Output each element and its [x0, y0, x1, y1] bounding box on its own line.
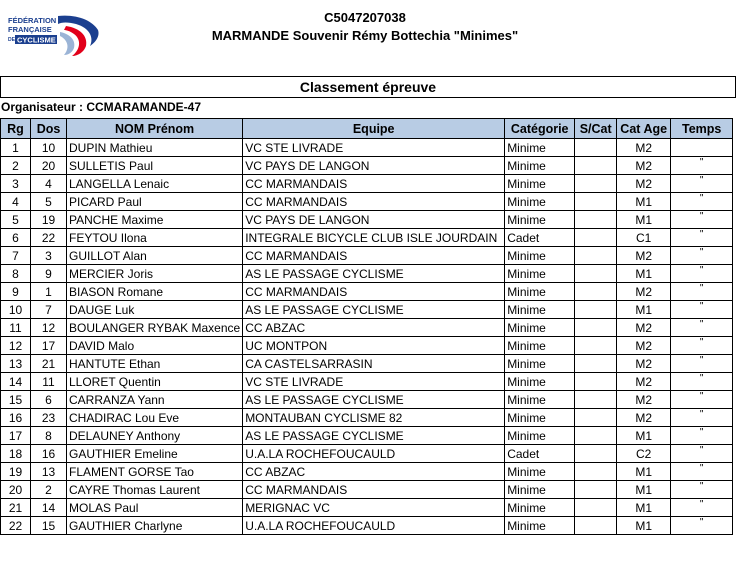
table-row	[1, 319, 733, 337]
age-category-cell: C2	[617, 445, 671, 463]
table-row	[1, 463, 733, 481]
age-category-cell: M1	[617, 517, 671, 535]
age-category-cell: M1	[617, 499, 671, 517]
table-row	[1, 139, 733, 157]
bib-cell: 22	[31, 229, 67, 247]
bib-cell: 20	[31, 157, 67, 175]
category-cell: Minime	[505, 193, 575, 211]
time-cell: "	[671, 409, 733, 427]
bib-cell: 2	[31, 481, 67, 499]
time-cell: "	[671, 211, 733, 229]
subcategory-cell	[575, 517, 617, 535]
team-cell: CC MARMANDAIS	[243, 247, 505, 265]
rank-cell: 11	[1, 319, 31, 337]
logo-text-1: FÉDÉRATION	[8, 16, 57, 25]
subcategory-cell	[575, 499, 617, 517]
rank-cell: 19	[1, 463, 31, 481]
ffc-logo	[6, 12, 106, 58]
team-cell: U.A.LA ROCHEFOUCAULD	[243, 445, 505, 463]
col-category: Catégorie	[505, 119, 575, 139]
time-cell: "	[671, 427, 733, 445]
name-cell: DAUGE Luk	[67, 301, 243, 319]
age-category-cell: M1	[617, 427, 671, 445]
table-row	[1, 229, 733, 247]
category-cell: Minime	[505, 427, 575, 445]
team-cell: CA CASTELSARRASIN	[243, 355, 505, 373]
bib-cell: 17	[31, 337, 67, 355]
age-category-cell: M1	[617, 301, 671, 319]
bib-cell: 23	[31, 409, 67, 427]
name-cell: SULLETIS Paul	[67, 157, 243, 175]
bib-cell: 13	[31, 463, 67, 481]
name-cell: DAVID Malo	[67, 337, 243, 355]
table-row	[1, 175, 733, 193]
time-cell: "	[671, 499, 733, 517]
subcategory-cell	[575, 445, 617, 463]
results-table	[0, 118, 733, 535]
team-cell: AS LE PASSAGE CYCLISME	[243, 301, 505, 319]
category-cell: Minime	[505, 409, 575, 427]
table-row	[1, 283, 733, 301]
name-cell: PICARD Paul	[67, 193, 243, 211]
subcategory-cell	[575, 373, 617, 391]
rank-cell: 8	[1, 265, 31, 283]
name-cell: MERCIER Joris	[67, 265, 243, 283]
name-cell: GUILLOT Alan	[67, 247, 243, 265]
table-row	[1, 481, 733, 499]
rank-cell: 9	[1, 283, 31, 301]
team-cell: CC MARMANDAIS	[243, 481, 505, 499]
team-cell: MONTAUBAN CYCLISME 82	[243, 409, 505, 427]
subcategory-cell	[575, 229, 617, 247]
age-category-cell: M2	[617, 139, 671, 157]
category-cell: Minime	[505, 175, 575, 193]
rank-cell: 2	[1, 157, 31, 175]
time-cell: "	[671, 301, 733, 319]
time-cell: "	[671, 355, 733, 373]
table-header	[1, 119, 733, 139]
rank-cell: 22	[1, 517, 31, 535]
rank-cell: 16	[1, 409, 31, 427]
rank-cell: 1	[1, 139, 31, 157]
category-cell: Minime	[505, 247, 575, 265]
table-row	[1, 391, 733, 409]
table-row	[1, 517, 733, 535]
time-cell: "	[671, 319, 733, 337]
category-cell: Minime	[505, 373, 575, 391]
name-cell: DELAUNEY Anthony	[67, 427, 243, 445]
event-title: MARMANDE Souvenir Rémy Bottechia "Minimes"	[211, 28, 519, 43]
table-row	[1, 247, 733, 265]
name-cell: MOLAS Paul	[67, 499, 243, 517]
age-category-cell: M2	[617, 337, 671, 355]
time-cell: "	[671, 373, 733, 391]
team-cell: VC STE LIVRADE	[243, 373, 505, 391]
name-cell: DUPIN Mathieu	[67, 139, 243, 157]
time-cell	[671, 139, 733, 157]
subcategory-cell	[575, 319, 617, 337]
table-row	[1, 355, 733, 373]
age-category-cell: M2	[617, 391, 671, 409]
team-cell: MERIGNAC VC	[243, 499, 505, 517]
time-cell: "	[671, 517, 733, 535]
time-cell: "	[671, 265, 733, 283]
team-cell: U.A.LA ROCHEFOUCAULD	[243, 517, 505, 535]
table-row	[1, 409, 733, 427]
age-category-cell: M1	[617, 463, 671, 481]
category-cell: Minime	[505, 211, 575, 229]
table-row	[1, 193, 733, 211]
name-cell: BOULANGER RYBAK Maxence	[67, 319, 243, 337]
name-cell: HANTUTE Ethan	[67, 355, 243, 373]
rank-cell: 18	[1, 445, 31, 463]
bib-cell: 9	[31, 265, 67, 283]
rank-cell: 20	[1, 481, 31, 499]
time-cell: "	[671, 337, 733, 355]
bib-cell: 7	[31, 301, 67, 319]
category-cell: Minime	[505, 499, 575, 517]
team-cell: INTEGRALE BICYCLE CLUB ISLE JOURDAIN	[243, 229, 505, 247]
table-row	[1, 499, 733, 517]
team-cell: VC STE LIVRADE	[243, 139, 505, 157]
time-cell: "	[671, 445, 733, 463]
bib-cell: 12	[31, 319, 67, 337]
rank-cell: 4	[1, 193, 31, 211]
category-cell: Minime	[505, 391, 575, 409]
team-cell: CC MARMANDAIS	[243, 283, 505, 301]
name-cell: CAYRE Thomas Laurent	[67, 481, 243, 499]
name-cell: LLORET Quentin	[67, 373, 243, 391]
bib-cell: 11	[31, 373, 67, 391]
category-cell: Minime	[505, 319, 575, 337]
age-category-cell: M2	[617, 373, 671, 391]
rank-cell: 5	[1, 211, 31, 229]
col-name: NOM Prénom	[67, 119, 243, 139]
subcategory-cell	[575, 409, 617, 427]
rank-cell: 17	[1, 427, 31, 445]
subcategory-cell	[575, 337, 617, 355]
category-cell: Minime	[505, 157, 575, 175]
results-title: Classement épreuve	[0, 76, 736, 98]
subcategory-cell	[575, 247, 617, 265]
subcategory-cell	[575, 283, 617, 301]
name-cell: GAUTHIER Charlyne	[67, 517, 243, 535]
age-category-cell: M2	[617, 157, 671, 175]
bib-cell: 15	[31, 517, 67, 535]
age-category-cell: M1	[617, 211, 671, 229]
time-cell: "	[671, 193, 733, 211]
name-cell: FEYTOU Ilona	[67, 229, 243, 247]
team-cell: UC MONTPON	[243, 337, 505, 355]
age-category-cell: C1	[617, 229, 671, 247]
time-cell: "	[671, 229, 733, 247]
bib-cell: 19	[31, 211, 67, 229]
subcategory-cell	[575, 193, 617, 211]
time-cell: "	[671, 463, 733, 481]
team-cell: AS LE PASSAGE CYCLISME	[243, 265, 505, 283]
rank-cell: 21	[1, 499, 31, 517]
bib-cell: 5	[31, 193, 67, 211]
name-cell: CHADIRAC Lou Eve	[67, 409, 243, 427]
category-cell: Minime	[505, 265, 575, 283]
age-category-cell: M2	[617, 283, 671, 301]
time-cell: "	[671, 481, 733, 499]
subcategory-cell	[575, 391, 617, 409]
col-subcategory: S/Cat	[575, 119, 617, 139]
category-cell: Minime	[505, 517, 575, 535]
category-cell: Minime	[505, 355, 575, 373]
table-row	[1, 211, 733, 229]
name-cell: CARRANZA Yann	[67, 391, 243, 409]
col-time: Temps	[671, 119, 733, 139]
age-category-cell: M2	[617, 247, 671, 265]
bib-cell: 10	[31, 139, 67, 157]
subcategory-cell	[575, 481, 617, 499]
category-cell: Cadet	[505, 229, 575, 247]
subcategory-cell	[575, 175, 617, 193]
age-category-cell: M1	[617, 265, 671, 283]
time-cell: "	[671, 391, 733, 409]
category-cell: Minime	[505, 283, 575, 301]
rank-cell: 13	[1, 355, 31, 373]
subcategory-cell	[575, 139, 617, 157]
organizer: Organisateur : CCMARAMANDE-47	[1, 100, 202, 114]
table-row	[1, 265, 733, 283]
name-cell: FLAMENT GORSE Tao	[67, 463, 243, 481]
name-cell: LANGELLA Lenaic	[67, 175, 243, 193]
subcategory-cell	[575, 265, 617, 283]
bib-cell: 3	[31, 247, 67, 265]
time-cell: "	[671, 247, 733, 265]
table-row	[1, 373, 733, 391]
team-cell: CC ABZAC	[243, 319, 505, 337]
team-cell: CC ABZAC	[243, 463, 505, 481]
team-cell: VC PAYS DE LANGON	[243, 157, 505, 175]
table-row	[1, 337, 733, 355]
subcategory-cell	[575, 427, 617, 445]
bib-cell: 8	[31, 427, 67, 445]
time-cell: "	[671, 175, 733, 193]
age-category-cell: M2	[617, 175, 671, 193]
category-cell: Minime	[505, 301, 575, 319]
bib-cell: 14	[31, 499, 67, 517]
time-cell: "	[671, 283, 733, 301]
rank-cell: 15	[1, 391, 31, 409]
table-row	[1, 427, 733, 445]
bib-cell: 16	[31, 445, 67, 463]
team-cell: AS LE PASSAGE CYCLISME	[243, 427, 505, 445]
table-row	[1, 301, 733, 319]
rank-cell: 7	[1, 247, 31, 265]
subcategory-cell	[575, 463, 617, 481]
name-cell: GAUTHIER Emeline	[67, 445, 243, 463]
name-cell: BIASON Romane	[67, 283, 243, 301]
age-category-cell: M2	[617, 319, 671, 337]
team-cell: CC MARMANDAIS	[243, 193, 505, 211]
logo-text-2: FRANÇAISE	[8, 25, 52, 34]
subcategory-cell	[575, 301, 617, 319]
age-category-cell: M1	[617, 481, 671, 499]
name-cell: PANCHE Maxime	[67, 211, 243, 229]
team-cell: VC PAYS DE LANGON	[243, 211, 505, 229]
time-cell: "	[671, 157, 733, 175]
bib-cell: 4	[31, 175, 67, 193]
rank-cell: 14	[1, 373, 31, 391]
age-category-cell: M2	[617, 409, 671, 427]
col-rank: Rg	[1, 119, 31, 139]
category-cell: Minime	[505, 139, 575, 157]
age-category-cell: M1	[617, 193, 671, 211]
category-cell: Minime	[505, 463, 575, 481]
rank-cell: 3	[1, 175, 31, 193]
logo-text-4: CYCLISME	[17, 35, 56, 45]
race-code: C5047207038	[324, 10, 406, 25]
bib-cell: 21	[31, 355, 67, 373]
team-cell: CC MARMANDAIS	[243, 175, 505, 193]
table-row	[1, 157, 733, 175]
logo-text-3: DE	[8, 37, 15, 43]
table-row	[1, 445, 733, 463]
bib-cell: 6	[31, 391, 67, 409]
category-cell: Cadet	[505, 445, 575, 463]
category-cell: Minime	[505, 337, 575, 355]
col-age-category: Cat Age	[617, 119, 671, 139]
col-team: Equipe	[243, 119, 505, 139]
team-cell: AS LE PASSAGE CYCLISME	[243, 391, 505, 409]
subcategory-cell	[575, 211, 617, 229]
bib-cell: 1	[31, 283, 67, 301]
category-cell: Minime	[505, 481, 575, 499]
rank-cell: 10	[1, 301, 31, 319]
rank-cell: 12	[1, 337, 31, 355]
age-category-cell: M2	[617, 355, 671, 373]
rank-cell: 6	[1, 229, 31, 247]
subcategory-cell	[575, 157, 617, 175]
col-bib: Dos	[31, 119, 67, 139]
subcategory-cell	[575, 355, 617, 373]
